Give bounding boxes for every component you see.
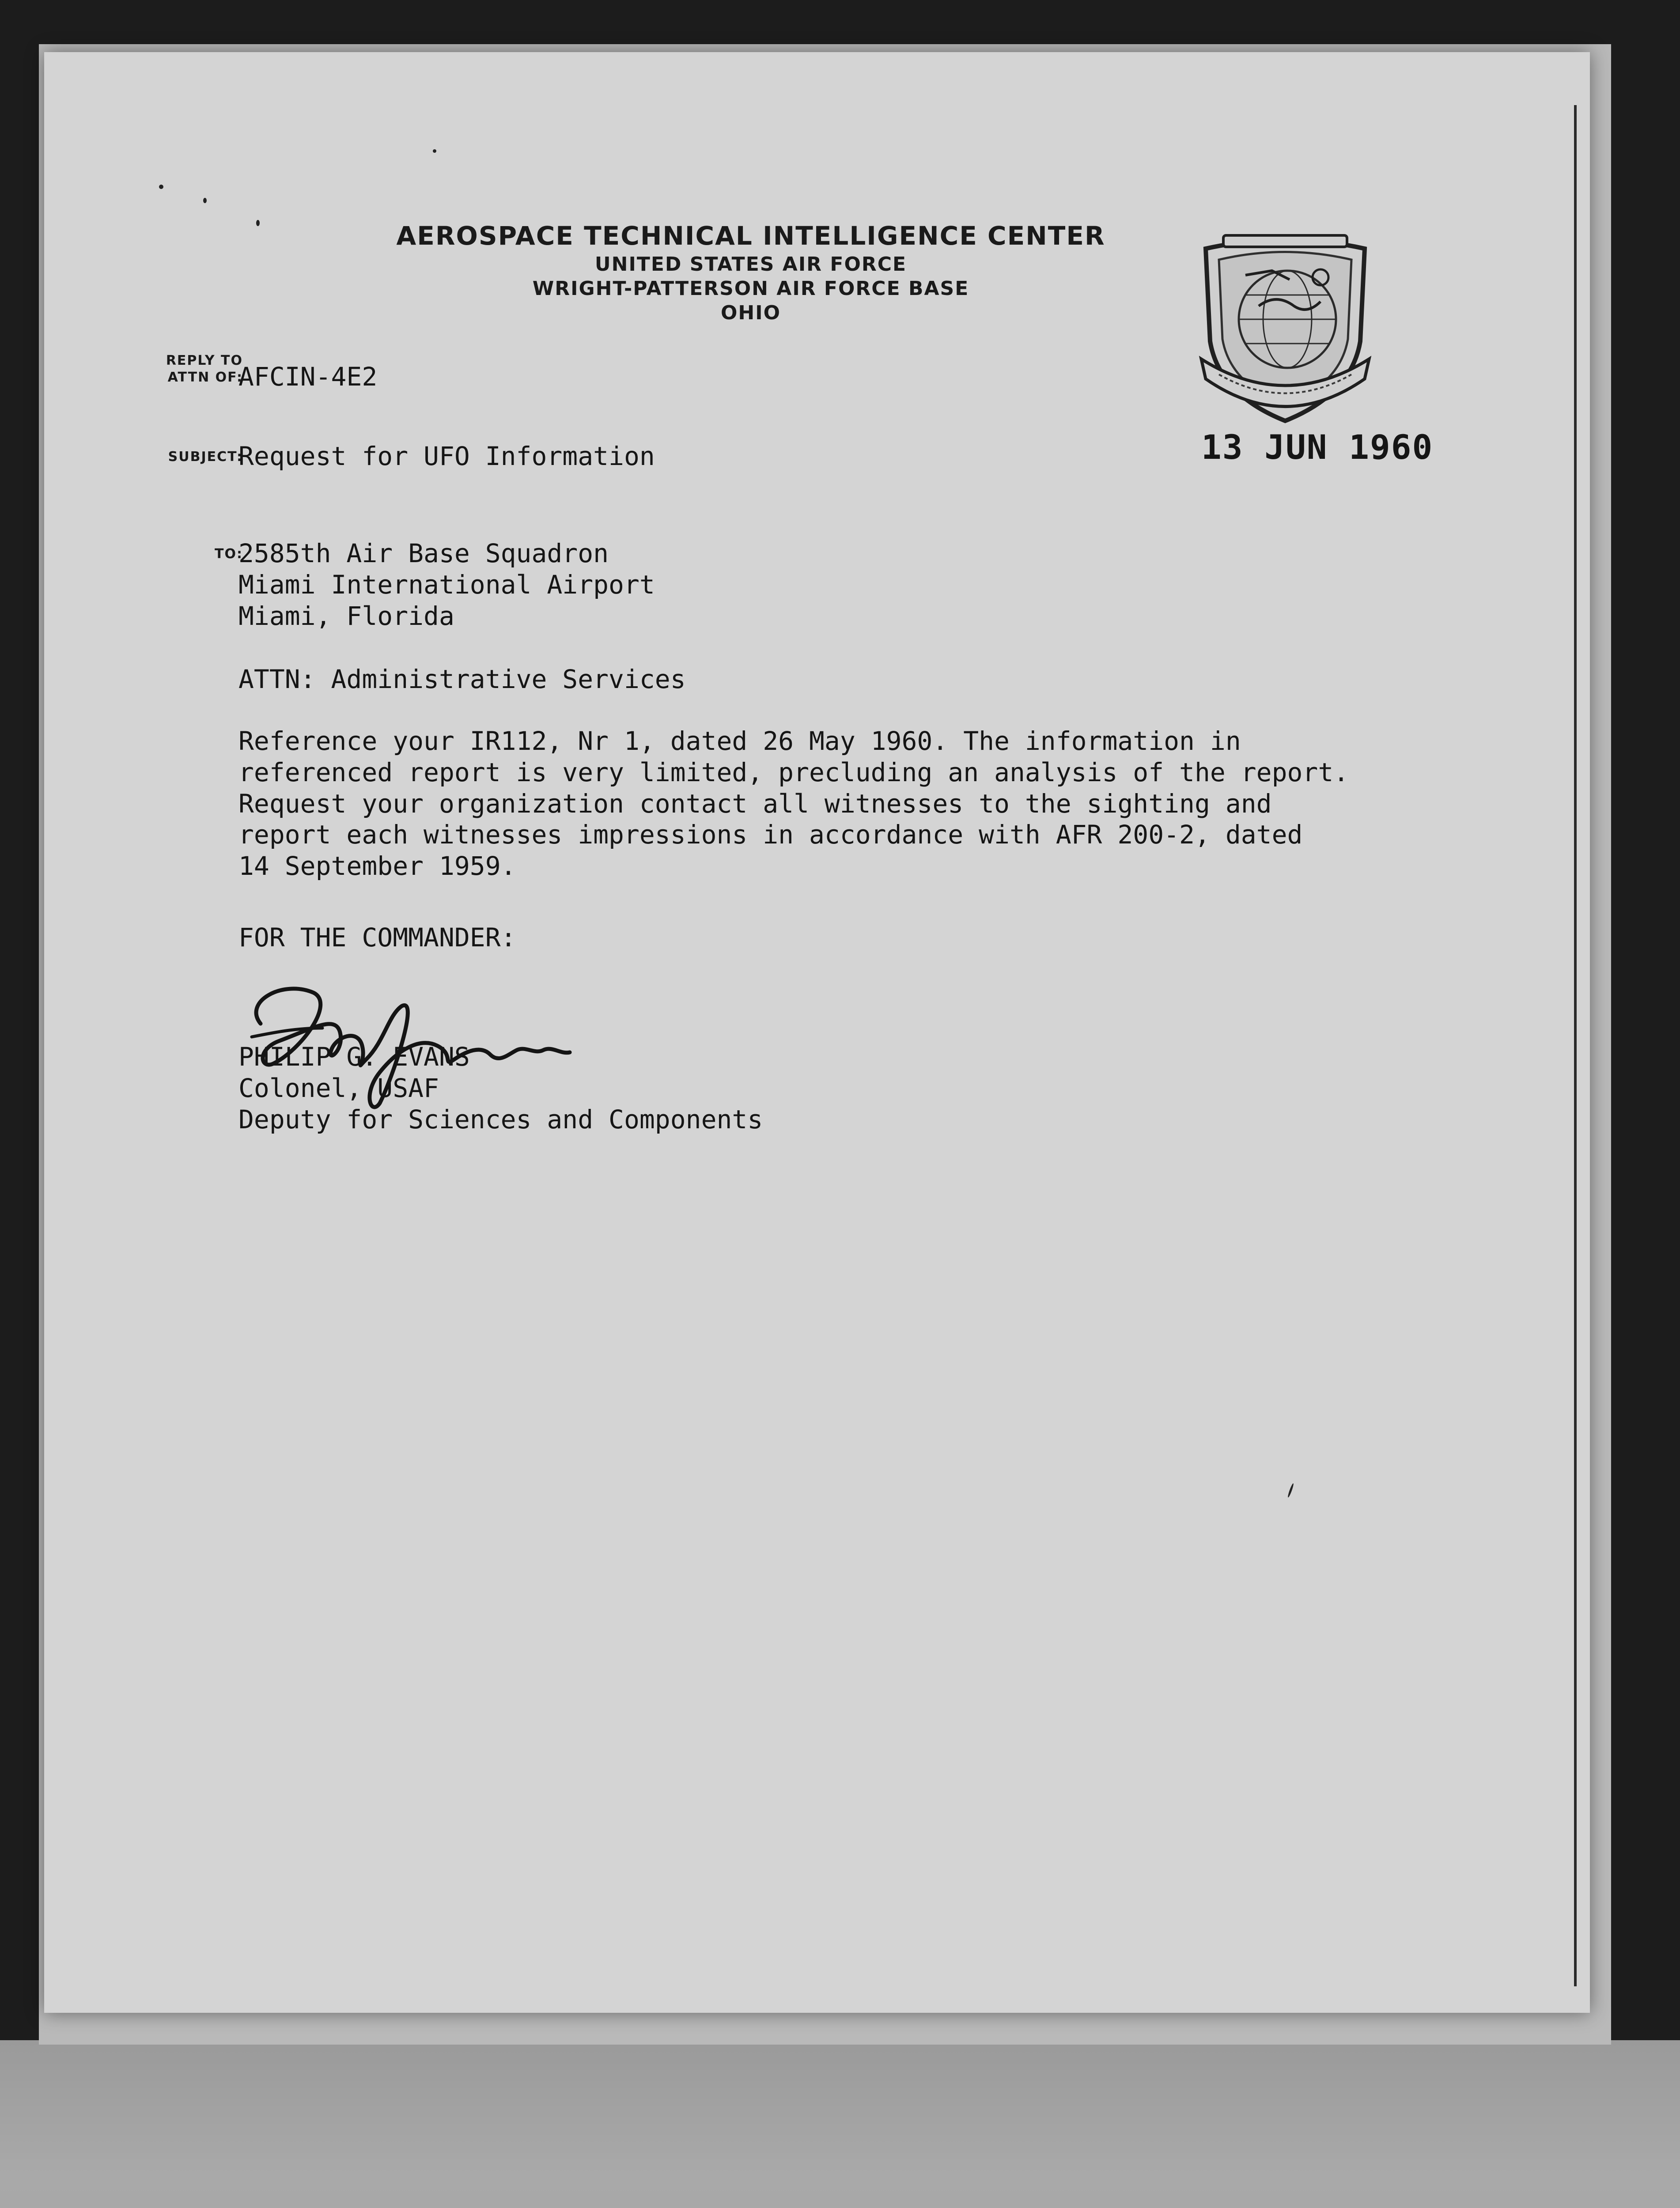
attn-line: ATTN: Administrative Services: [238, 664, 686, 694]
reply-to-label-line1: REPLY TO: [166, 353, 243, 368]
speck: [433, 149, 436, 153]
subject-value: Request for UFO Information: [238, 441, 655, 471]
closing-line: FOR THE COMMANDER:: [238, 923, 516, 953]
letter-page: [44, 52, 1590, 2013]
speck: [1287, 1483, 1294, 1498]
body-line-1: Reference your IR112, Nr 1, dated 26 May 1960. The information in: [238, 726, 1241, 756]
letterhead-service: UNITED STATES AIR FORCE: [594, 253, 907, 276]
signer-name: PHILIP G. EVANS: [238, 1042, 470, 1072]
signature-block: [238, 1041, 763, 1135]
to-address: [238, 538, 655, 631]
subject-label: SUBJECT:: [168, 449, 243, 465]
letterhead-state: OHIO: [720, 301, 781, 324]
letterhead-org: AEROSPACE TECHNICAL INTELLIGENCE CENTER: [396, 221, 1105, 251]
background-lower-strip: [0, 2040, 1680, 2208]
to-address-line1: 2585th Air Base Squadron: [238, 538, 609, 568]
signer-rank: Colonel, USAF: [238, 1073, 439, 1103]
letterhead-base: WRIGHT-PATTERSON AIR FORCE BASE: [532, 277, 969, 300]
body-line-5: 14 September 1959.: [238, 851, 516, 881]
body-line-2: referenced report is very limited, precluding an analysis of the report.: [238, 757, 1349, 787]
to-address-line2: Miami International Airport: [238, 569, 655, 600]
reply-to-value: AFCIN-4E2: [238, 362, 378, 392]
signer-title: Deputy for Sciences and Components: [238, 1104, 763, 1134]
date-stamp: 13 JUN 1960: [1201, 427, 1434, 467]
speck: [159, 185, 163, 189]
body-line-3: Request your organization contact all witnesses to the sighting and: [238, 788, 1272, 819]
reply-to-label-line2: ATTN OF:: [167, 369, 243, 385]
speck: [203, 198, 207, 203]
body-paragraph: [238, 726, 1519, 882]
to-label: TO:: [215, 546, 243, 562]
to-address-line3: Miami, Florida: [238, 601, 454, 631]
aerospace-technical-intelligence-center-shield-icon: [1192, 227, 1378, 430]
body-line-4: report each witnesses impressions in accordance with AFR 200-2, dated: [238, 820, 1303, 850]
page-edge-rule: [1574, 105, 1577, 1986]
reply-to-label: [110, 352, 243, 386]
